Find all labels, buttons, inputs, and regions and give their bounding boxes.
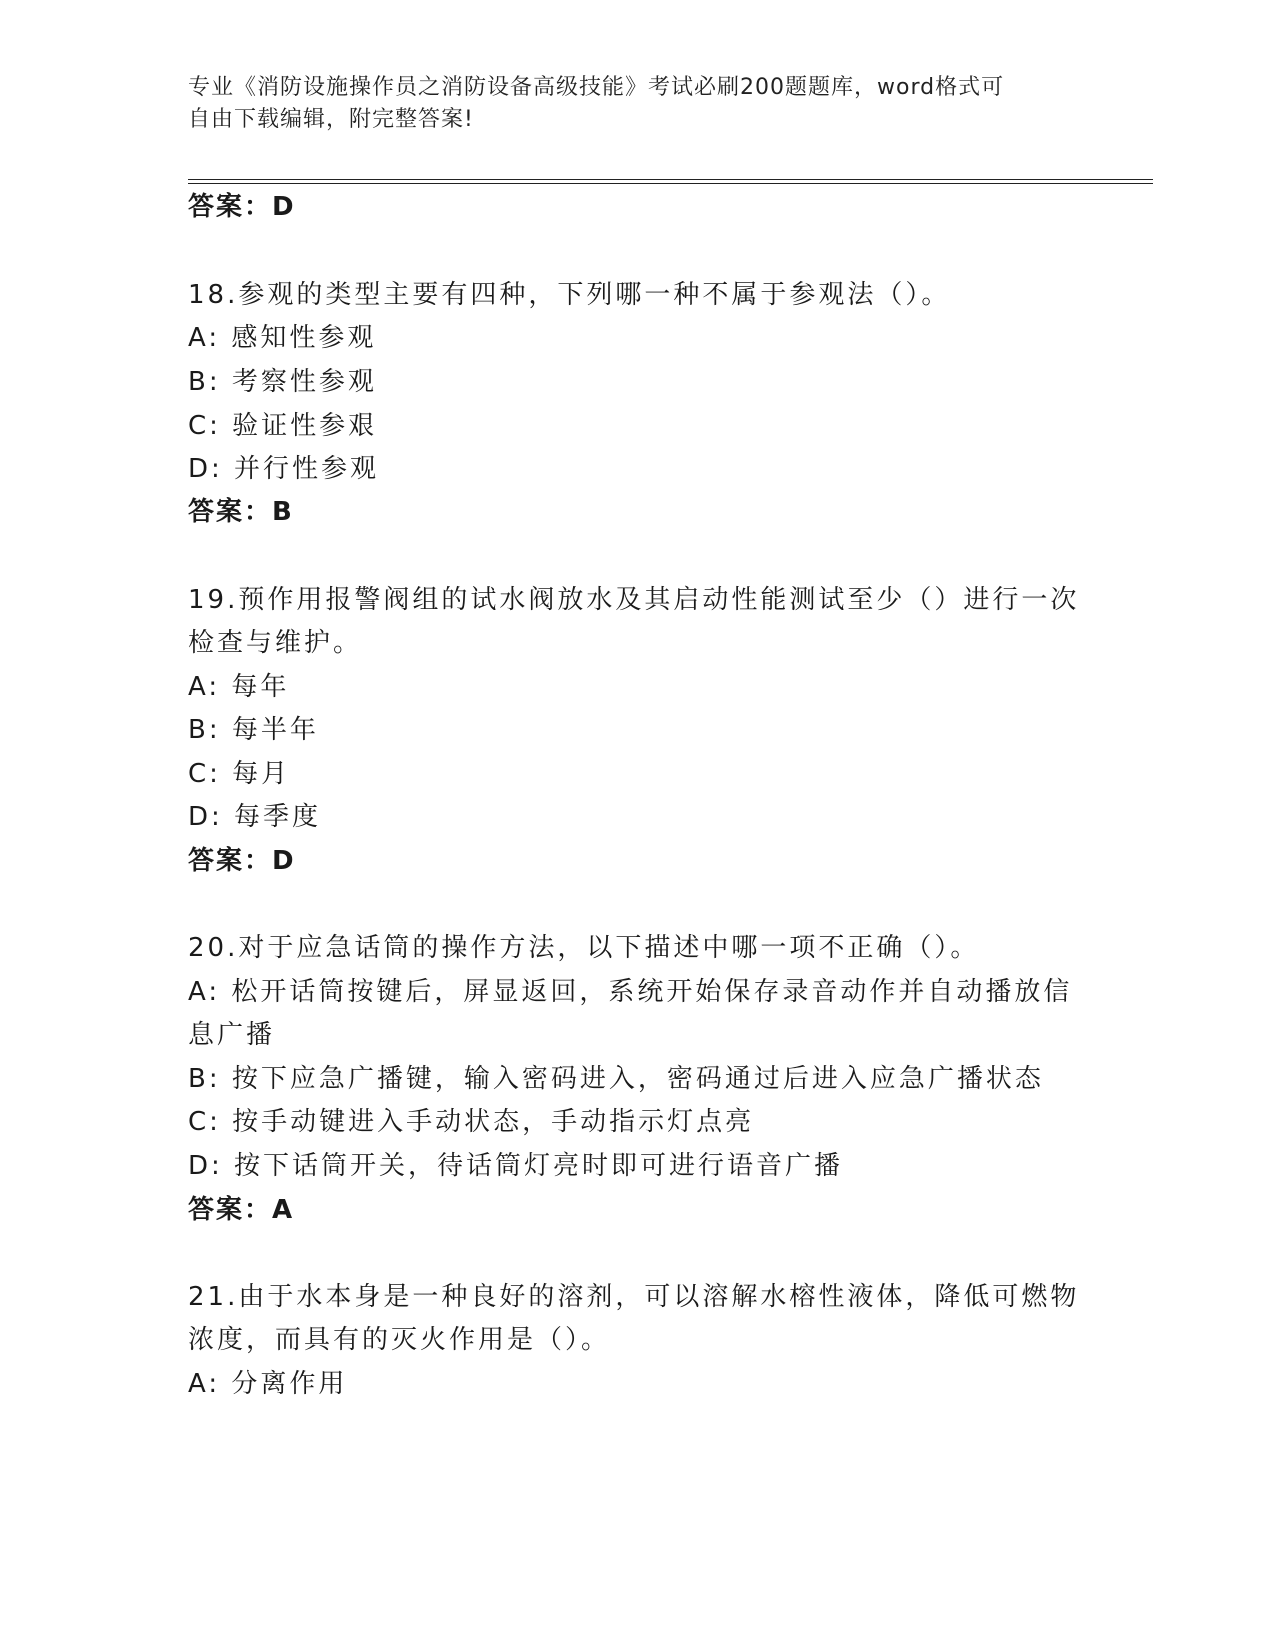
- option-a: A: 分离作用: [188, 1369, 348, 1399]
- question-stem: 21.由于水本身是一种良好的溶剂，可以溶解水榕性液体，降低可燃物: [188, 1282, 1080, 1312]
- question-stem-cont: 浓度，而具有的灭火作用是（）。: [188, 1325, 611, 1355]
- answer-value: D: [272, 192, 296, 222]
- option-b: B: 按下应急广播键，输入密码进入，密码通过后进入应急广播状态: [188, 1064, 1044, 1094]
- answer-label: 答案：: [188, 1195, 273, 1225]
- option-b: B: 每半年: [188, 715, 319, 745]
- header-divider: [188, 179, 1153, 180]
- answer-value: D: [272, 846, 296, 876]
- option-d: D: 按下话筒开关，待话筒灯亮时即可进行语音广播: [188, 1151, 844, 1181]
- answer-line: [188, 840, 296, 877]
- header-line-2: 自由下载编辑，附完整答案!: [188, 107, 474, 132]
- answer-label: 答案：: [188, 846, 273, 876]
- option-c: C: 每月: [188, 759, 291, 789]
- question-stem: 18.参观的类型主要有四种，下列哪一种不属于参观法（）。: [188, 280, 951, 310]
- document-header: [188, 72, 1088, 136]
- question-stem: 20.对于应急话筒的操作方法，以下描述中哪一项不正确（）。: [188, 933, 980, 963]
- answer-line: [188, 1189, 294, 1226]
- option-a: A: 每年: [188, 672, 290, 702]
- question-stem-cont: 检查与维护。: [188, 628, 363, 658]
- option-c: C: 按手动键进入手动状态，手动指示灯点亮: [188, 1107, 755, 1137]
- option-a: A: 松开话筒按键后，屏显返回，系统开始保存录音动作并自动播放信: [188, 977, 1073, 1007]
- header-divider-double: [188, 183, 1153, 184]
- question-stem: 19.预作用报警阀组的试水阀放水及其启动性能测试至少（）进行一次: [188, 585, 1080, 615]
- answer-value: A: [272, 1195, 295, 1225]
- answer-label: 答案：: [188, 192, 273, 222]
- answer-line: [188, 491, 294, 528]
- option-b: B: 考察性参观: [188, 367, 377, 397]
- option-a-cont: 息广播: [188, 1020, 276, 1050]
- answer-value: B: [272, 497, 294, 527]
- option-c: C: 验证性参艰: [188, 411, 378, 441]
- option-a: A: 感知性参观: [188, 323, 377, 353]
- header-line-1: 专业《消防设施操作员之消防设备高级技能》考试必刷200题题库，word格式可: [188, 75, 1005, 100]
- answer-label: 答案：: [188, 497, 273, 527]
- option-d: D: 每季度: [188, 802, 322, 832]
- prev-answer: [188, 186, 296, 223]
- option-d: D: 并行性参观: [188, 454, 380, 484]
